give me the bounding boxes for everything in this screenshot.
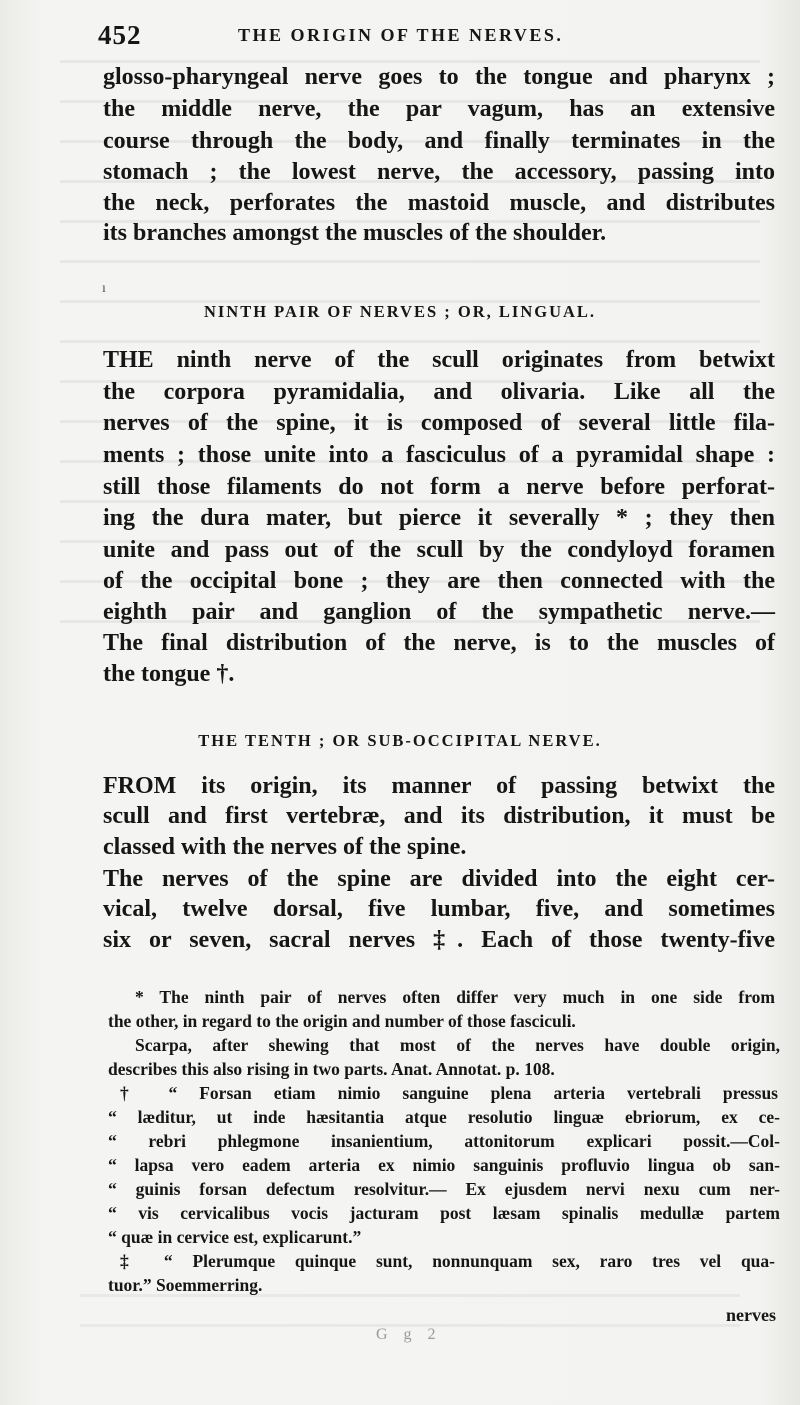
footnote-line: “ rebri phlegmone insanientium, attonitorum explicari possit.—Col- [108, 1131, 780, 1151]
paragraph2-line: ments ; those unite into a fasciculus of a pyramidal shape : [103, 442, 775, 468]
paragraph2-line: The final distribution of the nerve, is to the muscles of [103, 630, 775, 656]
footnote-line: Scarpa, after shewing that most of the nerves have double origin, [135, 1035, 780, 1055]
footnote-line: tuor.” Soemmerring. [108, 1275, 263, 1295]
paragraph2-line: THE ninth nerve of the scull originates from betwixt [103, 347, 775, 373]
footnote-line: the other, in regard to the origin and number of those fasciculi. [108, 1011, 576, 1031]
footnote-line: “ vis cervicalibus vocis jacturam post læsam spinalis medullæ partem [108, 1203, 780, 1223]
footnote-line: † “ Forsan etiam nimio sanguine plena arteria vertebrali pressus [120, 1083, 778, 1103]
paragraph4-line: six or seven, sacral nerves ‡. Each of those twenty-five [103, 927, 775, 953]
footnote-line: “ quæ in cervice est, explicarunt.” [108, 1227, 362, 1247]
paragraph2-line: the tongue †. [103, 661, 235, 687]
paragraph2-line: the corpora pyramidalia, and olivaria. Like all the [103, 379, 775, 405]
running-head: THE ORIGIN OF THE NERVES. [238, 25, 564, 45]
paragraph1-line: course through the body, and finally terminates in the [103, 128, 775, 154]
paragraph3-line: scull and first vertebræ, and its distribution, it must be [103, 803, 775, 829]
margin-mark: ı [102, 281, 106, 296]
paragraph2-line: eighth pair and ganglion of the sympathetic nerve.— [103, 599, 775, 625]
footnote-line: “ lapsa vero eadem arteria ex nimio sanguinis profluvio lingua ob san- [108, 1155, 780, 1175]
footnote-line: “ guinis forsan defectum resolvitur.— Ex ejusdem nervi nexu cum ner- [108, 1179, 780, 1199]
paragraph2-line: still those filaments do not form a nerve before perforat- [103, 474, 775, 500]
paragraph2-line: of the occipital bone ; they are then connected with the [103, 568, 775, 594]
page-number: 452 [98, 20, 142, 50]
paragraph4-line: vical, twelve dorsal, five lumbar, five, and sometimes [103, 896, 775, 922]
section-heading-tenth-nerve: THE TENTH ; OR SUB-OCCIPITAL NERVE. [198, 731, 602, 750]
footnote-line: describes this also rising in two parts. Anat. Annotat. p. 108. [108, 1059, 555, 1079]
paragraph1-line: the neck, perforates the mastoid muscle, and distributes [103, 190, 775, 216]
paragraph1-line: stomach ; the lowest nerve, the accessory, passing into [103, 159, 775, 185]
footnote-line: * The ninth pair of nerves often differ very much in one side from [135, 987, 775, 1007]
paragraph1-line: its branches amongst the muscles of the shoulder. [103, 220, 607, 246]
paragraph2-line: nerves of the spine, it is composed of several little fila- [103, 410, 775, 436]
page-header [98, 20, 788, 50]
catchword: nerves [726, 1305, 776, 1325]
footnote-line: “ læditur, ut inde hæsitantia atque resolutio linguæ ebriorum, ex ce- [108, 1107, 780, 1127]
paragraph2-line: ing the dura mater, but pierce it severally * ; they then [103, 505, 775, 531]
signature-mark: G g 2 [376, 1326, 442, 1343]
paragraph2-line: unite and pass out of the scull by the condyloyd foramen [103, 537, 775, 563]
section-heading-ninth-pair: NINTH PAIR OF NERVES ; OR, LINGUAL. [203, 302, 597, 321]
paragraph4-line: The nerves of the spine are divided into the eight cer- [103, 866, 775, 892]
paragraph3-line: FROM its origin, its manner of passing betwixt the [103, 773, 775, 799]
footnote-line: ‡ “ Plerumque quinque sunt, nonnunquam sex, raro tres vel qua- [120, 1251, 775, 1271]
paragraph1-line: glosso-pharyngeal nerve goes to the tongue and pharynx ; [103, 64, 775, 90]
paragraph3-line: classed with the nerves of the spine. [103, 834, 467, 860]
paragraph1-line: the middle nerve, the par vagum, has an extensive [103, 96, 775, 122]
